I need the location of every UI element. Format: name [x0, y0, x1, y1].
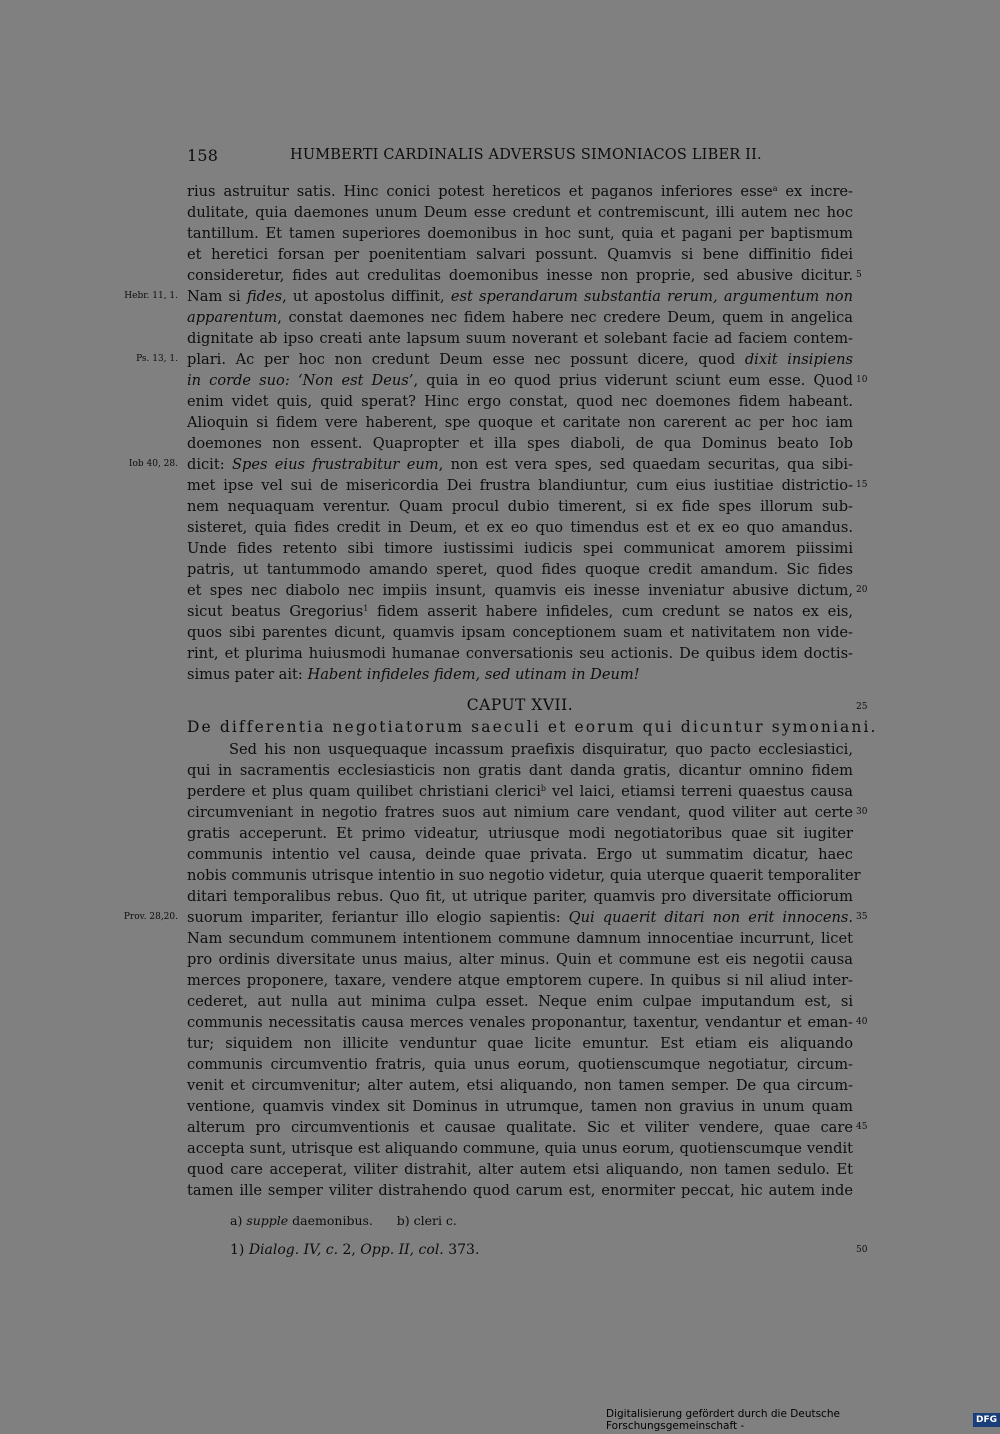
line-number: 40: [856, 1017, 868, 1027]
text-line: apparentum, constat daemones nec fidem habere nec credere Deum, quem in angelica: [187, 309, 853, 326]
text-line: patris, ut tantummodo amando speret, quod fides quoque credit amandum. Sic fides: [187, 561, 853, 578]
text-line: ditari temporalibus rebus. Quo fit, ut utrique pariter, quamvis pro diversitate officiorum: [187, 888, 853, 905]
text-line: nobis communis utrisque intentio in suo negotio videtur, quia uterque quaerit temporaliter: [187, 867, 861, 884]
text-line: alterum pro circumventionis et causae qualitate. Sic et viliter vendere, quae care: [187, 1119, 853, 1136]
page-number: 158: [187, 146, 219, 165]
text-line: tantillum. Et tamen superiores doemonibus in hoc sunt, quia et pagani per baptismum: [187, 225, 853, 242]
line-number: 20: [856, 585, 868, 595]
text-line: dignitate ab ipso creati ante lapsum suum noverant et solebant facie ad faciem contem-: [187, 330, 853, 347]
text-line: circumveniant in negotio fratres suos aut nimium care vendant, quod viliter aut certe: [187, 804, 853, 821]
text-line: sisteret, quia fides credit in Deum, et ex eo quo timendus est et ex eo quo amandus.: [187, 519, 853, 536]
line-number: 45: [856, 1122, 868, 1132]
text-line: perdere et plus quam quilibet christiani clerici$^b$ vel laici, etiamsi terreni quaestus causa: [187, 783, 853, 800]
line-number: 50: [856, 1245, 868, 1255]
text-line: Sed his non usquequaque incassum praefixis disquiratur, quo pacto ecclesiastici,: [229, 741, 853, 758]
text-line: met ipse vel sui de misericordia Dei frustra blandiuntur, cum eius iustitiae districtio-: [187, 477, 853, 494]
text-line: in corde suo: ‘Non est Deus’, quia in eo quod prius viderunt sciunt eum esse. Quod: [187, 372, 854, 389]
text-line: cederet, aut nulla aut minima culpa esset. Neque enim culpae imputandum est, si: [187, 993, 853, 1010]
source-footnote: 1) Dialog. IV, c. 2, Opp. II, col. 373.: [230, 1242, 480, 1258]
text-line: qui in sacramentis ecclesiasticis non gratis dant danda gratis, dicantur omnino fidem: [187, 762, 853, 779]
margin-reference: Prov. 28,20.: [123, 912, 178, 922]
text-line: suorum impariter, feriantur illo elogio sapientis: Qui quaerit ditari non erit innocens.: [187, 909, 853, 926]
text-line: communis intentio vel causa, deinde quae privata. Ergo ut summatim dicatur, haec: [187, 846, 853, 863]
text-line: Nam secundum communem intentionem commune damnum innocentiae incurrunt, licet: [187, 930, 853, 947]
text-line: merces proponere, taxare, vendere atque emptorem cupere. In quibus si nil aliud inter-: [187, 972, 853, 989]
line-number: 25: [856, 702, 868, 712]
text-line: pro ordinis diversitate unus maius, alter minus. Quin et commune est eis negotii causa: [187, 951, 853, 968]
text-line: Nam si fides, ut apostolus diffinit, est sperandarum substantia rerum, argumentum non: [187, 288, 853, 305]
chapter-heading: CAPUT XVII.: [466, 696, 574, 714]
page-header: [187, 146, 762, 168]
text-line: plari. Ac per hoc non credunt Deum esse nec possunt dicere, quod dixit insipiens: [187, 351, 853, 368]
text-line: Unde fides retento sibi timore iustissimi iudicis spei communicat amorem piissimi: [187, 540, 853, 557]
margin-reference: Ps. 13, 1.: [136, 354, 178, 364]
text-line: consideretur, fides aut credulitas doemonibus inesse non proprie, sed abusive dicitur.: [187, 267, 853, 284]
text-line: gratis acceperunt. Et primo videatur, utriusque modi negotiatoribus quae sit iugiter: [187, 825, 853, 842]
chapter-subtitle: De differentia negotiatorum saeculi et eorum qui dicuntur symoniani.: [187, 718, 878, 736]
text-line: ventione, quamvis vindex sit Dominus in utrumque, tamen non gravius in unum quam: [187, 1098, 853, 1115]
running-title: HUMBERTI CARDINALIS ADVERSUS SIMONIACOS LIBER II.: [290, 147, 762, 163]
margin-reference: Hebr. 11, 1.: [124, 291, 178, 301]
line-number: 35: [856, 912, 868, 922]
text-line: dulitate, quia daemones unum Deum esse credunt et contremiscunt, illi autem nec hoc: [187, 204, 853, 221]
text-line: quod care acceperat, viliter distrahit, alter autem etsi aliquando, non tamen sedulo. Et: [187, 1161, 853, 1178]
text-line: rius astruitur satis. Hinc conici potest hereticos et paganos inferiores esse$^a$ ex incre-: [187, 183, 853, 200]
dfg-footer: [606, 1408, 1000, 1432]
footer-text: Digitalisierung gefördert durch die Deutsche Forschungsgemeinschaft -: [606, 1408, 840, 1432]
text-line: accepta sunt, utrisque est aliquando commune, quia unus eorum, quotienscumque vendit: [187, 1140, 853, 1157]
line-number: 5: [856, 270, 862, 280]
text-line: communis circumventio fratris, quia unus eorum, quotienscumque negotiatur, circum-: [187, 1056, 853, 1073]
text-line: et spes nec diabolo nec impiis insunt, quamvis eis inesse inveniatur abusive dictum,: [187, 582, 853, 599]
dfg-logo: DFG: [973, 1413, 1000, 1427]
text-line: doemones non essent. Quapropter et illa spes diaboli, de qua Dominus beato Iob: [187, 435, 853, 452]
text-line: quos sibi parentes dicunt, quamvis ipsam conceptionem suam et nativitatem non vide-: [187, 624, 853, 641]
text-line: venit et circumvenitur; alter autem, etsi aliquando, non tamen semper. De qua circum-: [187, 1077, 853, 1094]
line-number: 10: [856, 375, 868, 385]
text-line: enim videt quis, quid sperat? Hinc ergo constat, quod nec doemones fidem habeant.: [187, 393, 853, 410]
text-line: nem nequaquam verentur. Quam procul dubio timerent, si ex fide spes illorum sub-: [187, 498, 853, 515]
text-line: tur; siquidem non illicite venduntur quae licite emuntur. Est etiam eis aliquando: [187, 1035, 853, 1052]
text-line: simus pater ait: Habent infideles fidem, sed utinam in Deum!: [187, 666, 640, 683]
text-line: dicit: Spes eius frustrabitur eum, non est vera spes, sed quaedam securitas, qua sibi-: [187, 456, 853, 473]
line-number: 15: [856, 480, 868, 490]
text-line: communis necessitatis causa merces venales proponantur, taxentur, vendantur et eman-: [187, 1014, 853, 1031]
text-line: tamen ille semper viliter distrahendo quod carum est, enormiter peccat, hic autem inde: [187, 1182, 853, 1199]
critical-apparatus: a) supple daemonibus. b) cleri c.: [230, 1213, 457, 1228]
text-line: rint, et plurima huiusmodi humanae conversationis seu actionis. De quibus idem doctis-: [187, 645, 853, 662]
text-line: et heretici forsan per poenitentiam salvari possunt. Quamvis si bene diffinitio fidei: [187, 246, 853, 263]
line-number: 30: [856, 807, 868, 817]
margin-reference: Iob 40, 28.: [128, 459, 178, 469]
text-line: sicut beatus Gregorius$^1$ fidem asserit habere infideles, cum credunt se natos ex eis,: [187, 603, 853, 620]
text-line: Alioquin si fidem vere haberent, spe quoque et caritate non carerent ac per hoc iam: [187, 414, 853, 431]
